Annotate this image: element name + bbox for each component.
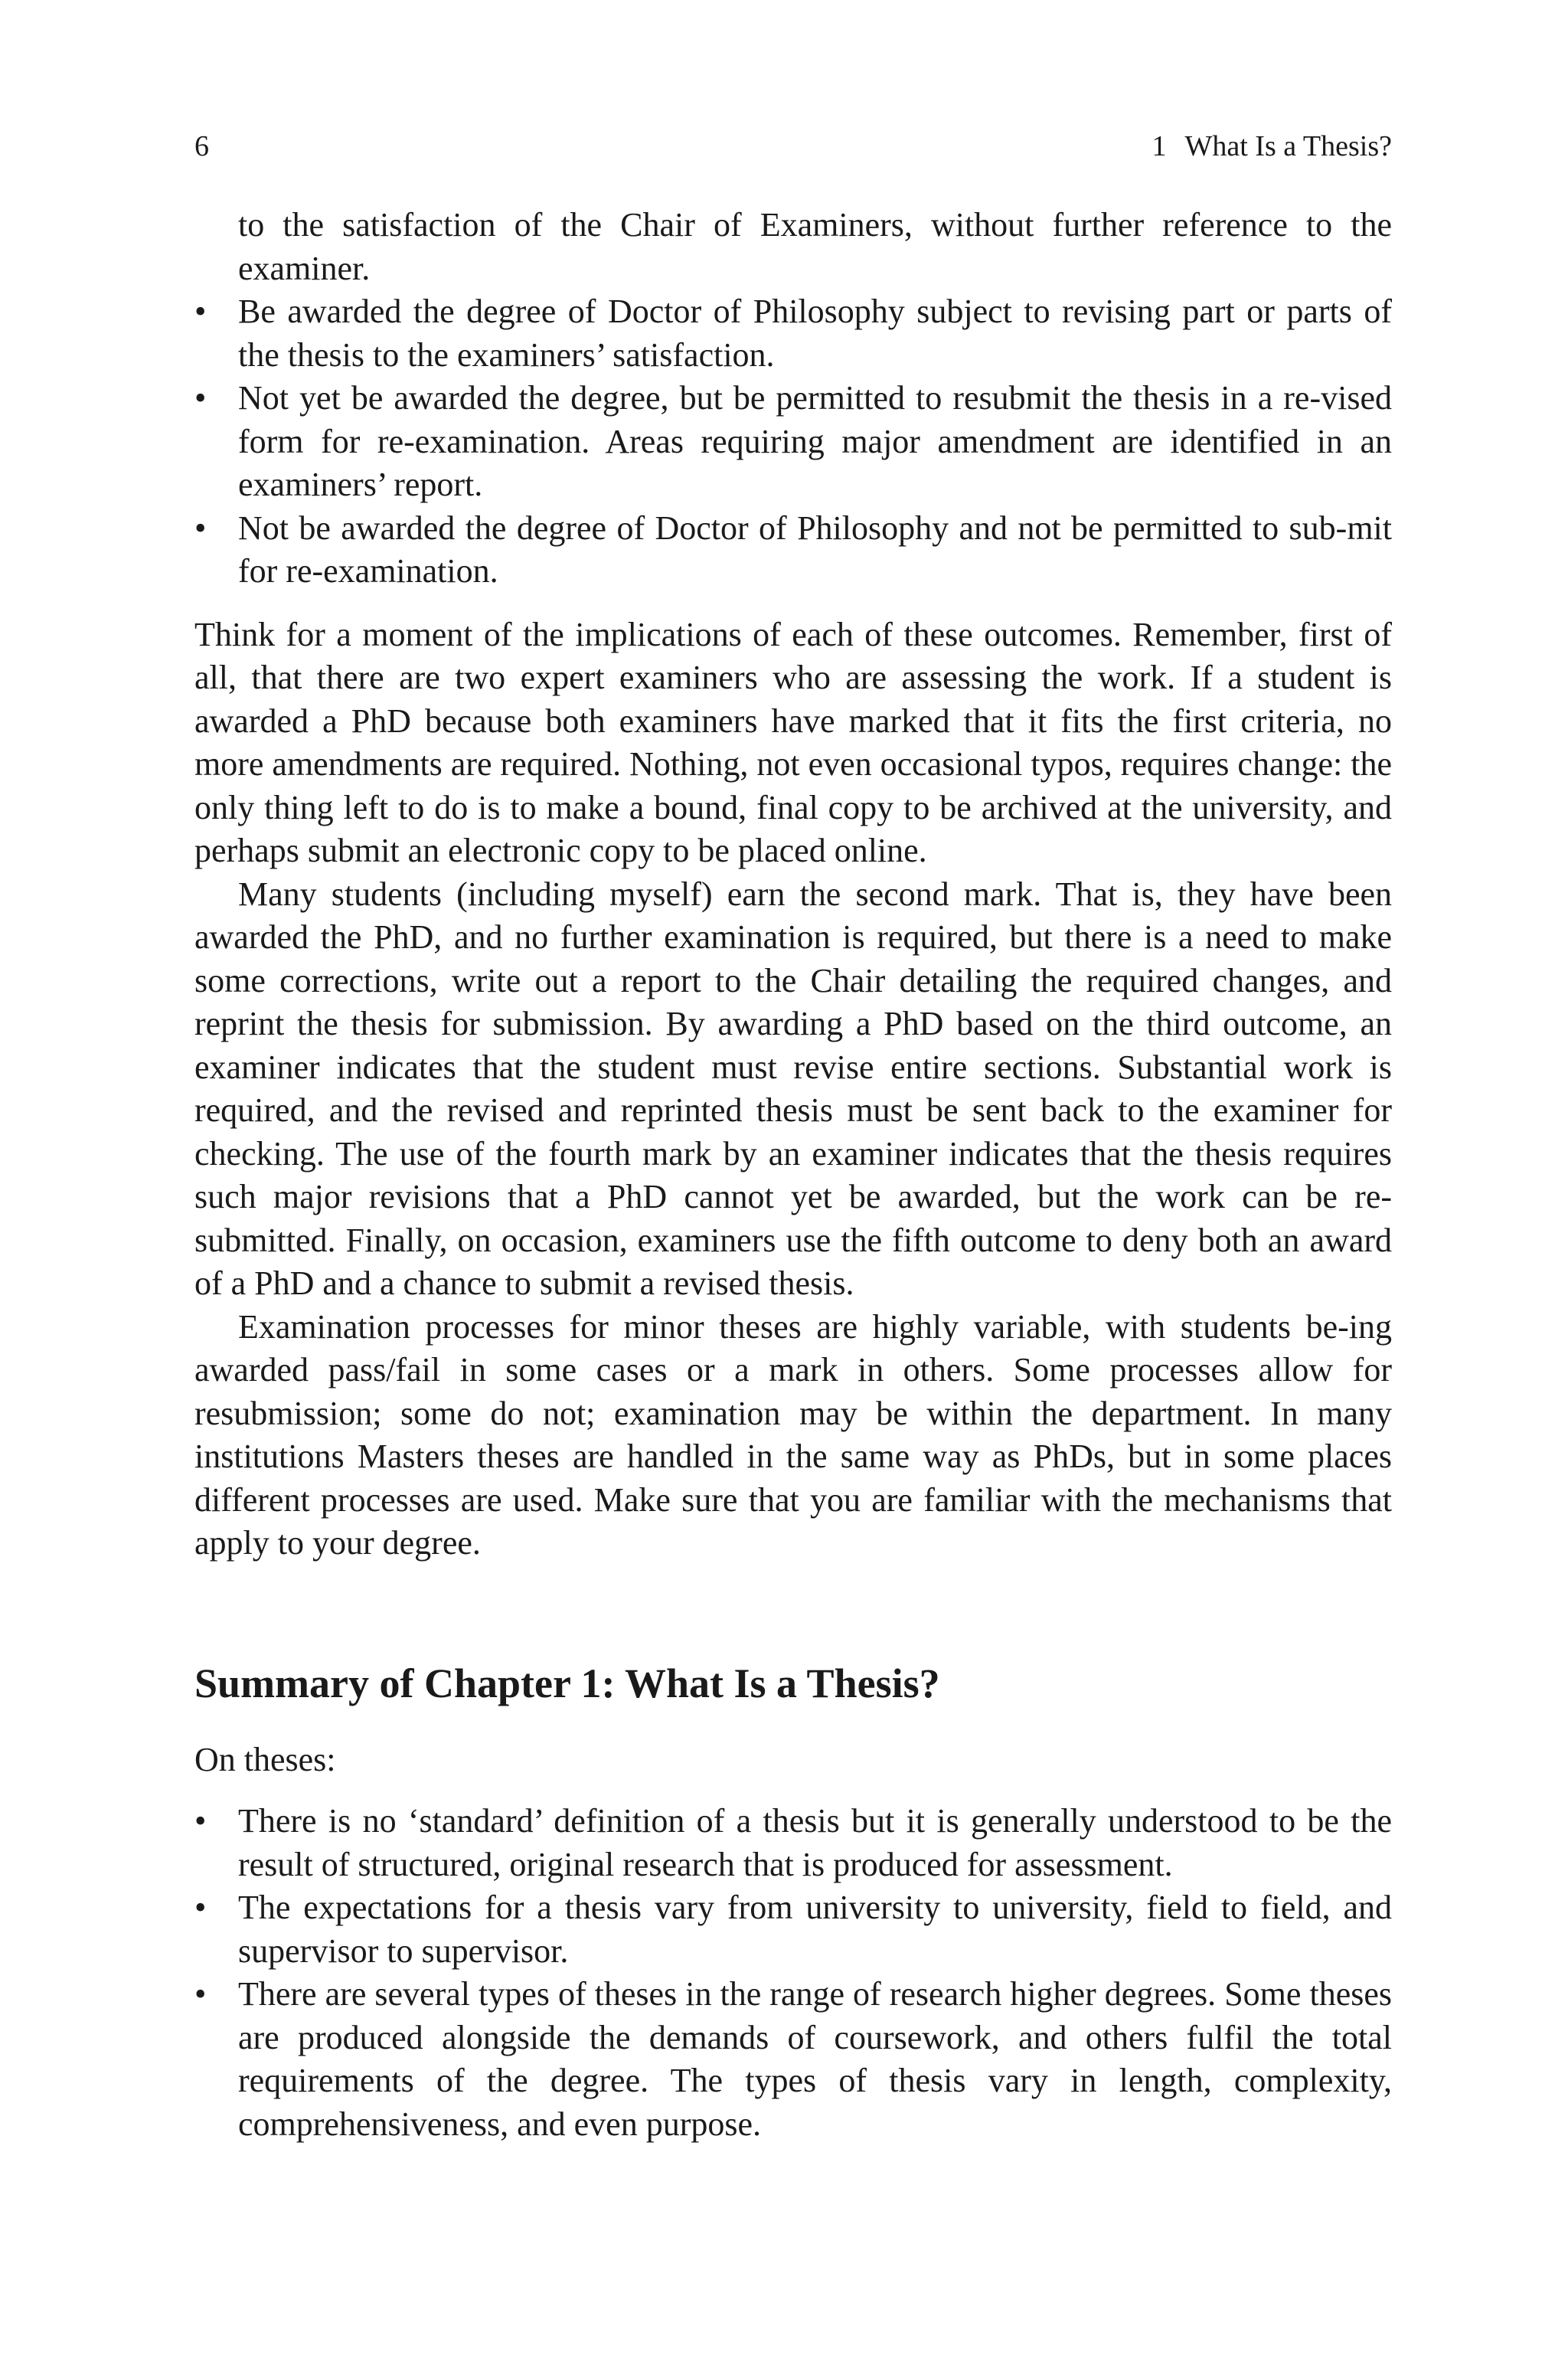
list-item-text: Not yet be awarded the degree, but be permitted to resubmit the thesis in a re-vised form for re-examination. Areas requiring major amendment are identified in an examiners’ report. (238, 379, 1392, 503)
list-item (194, 507, 1392, 594)
list-item (194, 290, 1392, 377)
list-item-text: There are several types of theses in the range of research higher degrees. Some theses are produced alongside the demands of coursework, and others fulfil the total requirements of the degree. The types of thesis vary in length, complexity, comprehensiveness, and even purpose. (238, 1975, 1392, 2143)
list-item (194, 1886, 1392, 1973)
outcomes-list (194, 290, 1392, 594)
section-heading: Summary of Chapter 1: What Is a Thesis? (194, 1660, 940, 1706)
paragraph: Examination processes for minor theses are highly variable, with students be-ing awarded pass/fail in some cases or a mark in others. Some processes allow for resubmission; some do not; examination may be within the department. In many institutions Masters theses are handled in the same way as PhDs, but in some places different processes are used. Make sure that you are familiar with the mechanisms that apply to your degree. (194, 1307, 1392, 1562)
summary-lead-in: On theses: (194, 1740, 336, 1778)
bullet-glyph: • (194, 379, 207, 417)
body-text (194, 204, 1392, 2146)
list-item (194, 1973, 1392, 2146)
summary-list (194, 1800, 1392, 2146)
bullet-glyph: • (194, 1802, 207, 1840)
chapter-reference (1152, 127, 1393, 165)
spacer (194, 594, 1392, 613)
paragraph: Many students (including myself) earn the second mark. That is, they have been awarded the PhD, and no further examination is required, but there is a need to make some corrections, write out a report to the Chair detailing the required changes, and reprint the thesis for submission. By awarding a PhD based on the third outcome, an examiner indicates that the student must revise entire sections. Substantial work is required, and the revised and reprinted thesis must be sent back to the examiner for checking. The use of the fourth mark by an examiner indicates that the thesis requires such major revisions that a PhD cannot yet be awarded, but the work can be re-submitted. Finally, on occasion, examiners use the fifth outcome to deny both an award of a PhD and a chance to submit a revised thesis. (194, 875, 1392, 1302)
list-item (194, 1800, 1392, 1886)
chapter-number: 1 (1152, 130, 1167, 162)
chapter-title: What Is a Thesis? (1184, 130, 1392, 162)
list-item-text: Not be awarded the degree of Doctor of Philosophy and not be permitted to sub-mit for re-examination. (238, 509, 1392, 590)
bullet-glyph: • (194, 509, 207, 547)
list-item (194, 377, 1392, 507)
bullet-glyph: • (194, 1889, 207, 1926)
bullet-glyph: • (194, 1975, 207, 2013)
bullet-glyph: • (194, 293, 207, 330)
list-item-text: There is no ‘standard’ definition of a thesis but it is generally understood to be the result of structured, original research that is produced for assessment. (238, 1802, 1392, 1883)
list-item-text: Be awarded the degree of Doctor of Philosophy subject to revising part or parts of the thesis to the examiners’ satisfaction. (238, 293, 1392, 374)
list-item-text: The expectations for a thesis vary from university to university, field to field, and supervisor to supervisor. (238, 1889, 1392, 1970)
running-head (194, 127, 1392, 165)
paragraph: Think for a moment of the implications of each of these outcomes. Remember, first of all, that there are two expert examiners who are assessing the work. If a student is awarded a PhD because both examiners have marked that it fits the first criteria, no more amendments are required. Nothing, not even occasional typos, requires change: the only thing left to do is to make a bound, final copy to be archived at the university, and perhaps submit an electronic copy to be placed online. (194, 615, 1392, 869)
list-continuation: to the satisfaction of the Chair of Examiners, without further reference to the examiner. (238, 206, 1392, 287)
page-number: 6 (194, 130, 209, 162)
